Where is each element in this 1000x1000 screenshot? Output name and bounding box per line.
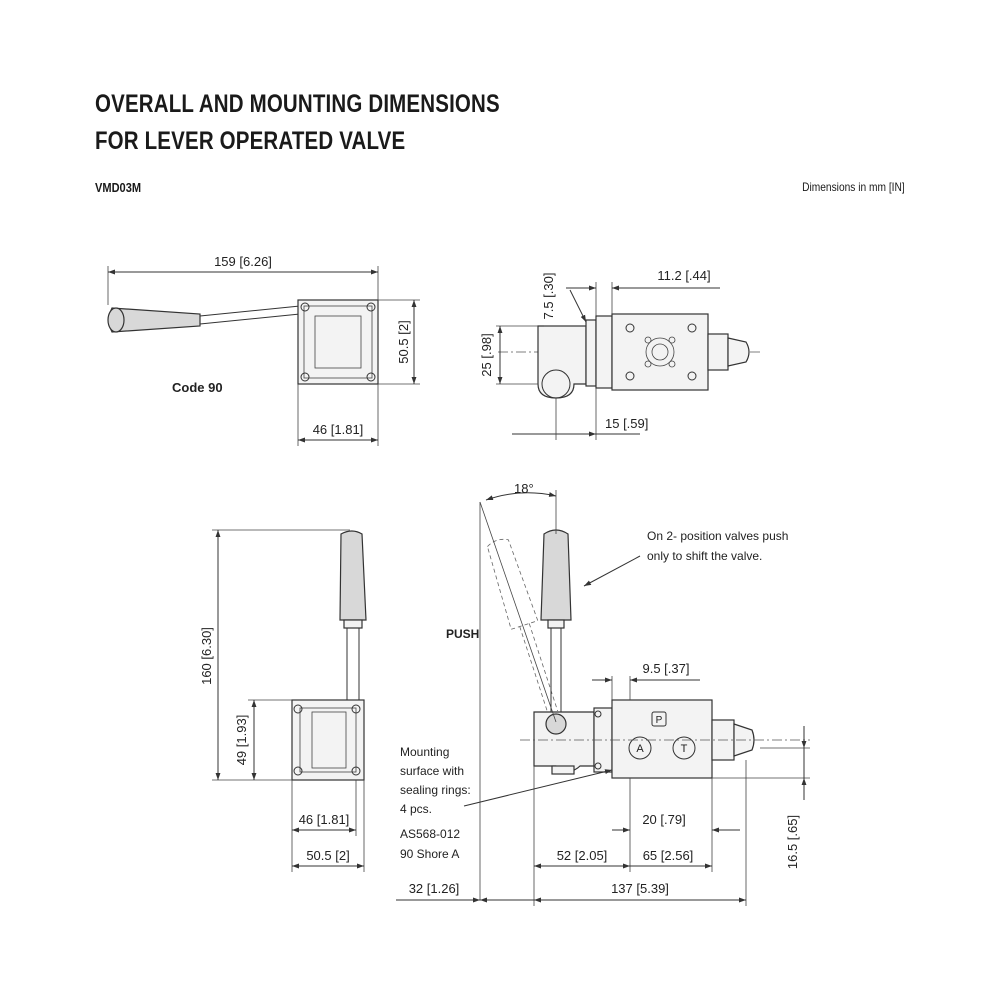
- dim-49: 49 [1.93]: [234, 714, 249, 766]
- dim-11-2: 11.2 [.44]: [657, 268, 711, 283]
- note-line-2: only to shift the valve.: [647, 549, 763, 563]
- side-view: [199, 530, 366, 872]
- mounting-note-line: AS568-012: [400, 827, 461, 841]
- dim-50-5-top: 50.5 [2]: [396, 320, 411, 364]
- mounting-note-line: 4 pcs.: [400, 802, 433, 816]
- dim-7-5: 7.5 [.30]: [541, 272, 556, 320]
- dim-52: 52 [2.05]: [556, 848, 608, 863]
- mounting-note-line: surface with: [400, 764, 465, 778]
- dim-16-5: 16.5 [.65]: [785, 814, 800, 870]
- dim-159: 159 [6.26]: [214, 254, 272, 269]
- front-view: [396, 481, 810, 906]
- dim-9-5: 9.5 [.37]: [642, 661, 690, 676]
- code-label: Code 90: [172, 380, 223, 395]
- dim-25: 25 [.98]: [479, 333, 494, 377]
- units-note: Dimensions in mm [IN]: [802, 180, 905, 194]
- dim-160: 160 [6.30]: [199, 627, 214, 685]
- port-t-label: T: [680, 743, 688, 755]
- dim-46-side: 46 [1.81]: [298, 812, 350, 827]
- note-line-1: On 2- position valves push: [647, 529, 789, 543]
- mounting-note-line: sealing rings:: [400, 783, 471, 797]
- dim-137: 137 [5.39]: [611, 881, 669, 896]
- model-code: VMD03M: [95, 180, 142, 195]
- dim-15: 15 [.59]: [605, 416, 649, 431]
- dim-46-top: 46 [1.81]: [312, 422, 364, 437]
- push-label: PUSH: [446, 627, 480, 641]
- title-line-1: OVERALL AND MOUNTING DIMENSIONS: [95, 90, 500, 118]
- dim-65: 65 [2.56]: [642, 848, 694, 863]
- dim-50-5-side: 50.5 [2]: [306, 848, 350, 863]
- mounting-note: [400, 745, 471, 861]
- dim-20: 20 [.79]: [642, 812, 686, 827]
- lever-upright: [541, 530, 571, 620]
- top-view: [108, 254, 420, 446]
- side-lever-handle: [340, 531, 366, 620]
- angle-18: 18°: [514, 481, 534, 496]
- mounting-note-line: Mounting: [400, 745, 450, 759]
- lever-handle-end: [108, 308, 124, 332]
- title-line-2: FOR LEVER OPERATED VALVE: [95, 127, 406, 155]
- mounting-note-line: 90 Shore A: [400, 847, 460, 861]
- valve-body-top: [298, 300, 378, 384]
- lever-pivot-end: [538, 326, 586, 398]
- end-view: [479, 268, 760, 440]
- port-a-label: A: [636, 743, 644, 755]
- port-p-label: P: [655, 715, 663, 726]
- dim-32: 32 [1.26]: [408, 881, 460, 896]
